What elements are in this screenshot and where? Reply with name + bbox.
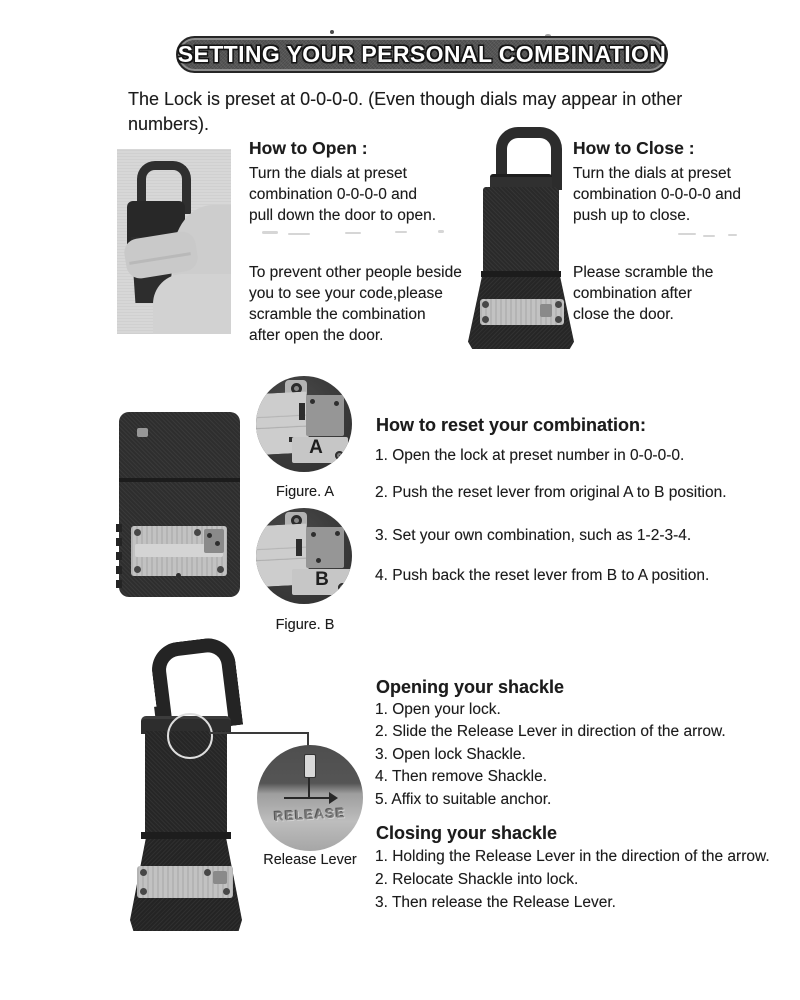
screw [555,316,562,323]
erased-text-artifact [288,233,310,235]
close-note-line-3: close the door. [573,306,674,323]
screw [555,301,562,308]
opening-step-4: 4. Then remove Shackle. [375,768,548,785]
reset-step-1: 1. Open the lock at preset number in 0-0-0-0. [375,447,685,464]
reset-plate [131,526,227,576]
reset-plate [480,299,564,325]
lever-plate [292,569,352,596]
lock-body [483,187,559,273]
reset-mechanism [306,527,344,567]
opening-step-2: 2. Slide the Release Lever in direction of the arrow. [375,723,726,740]
closing-step-1: 1. Holding the Release Lever in the direction of the arrow. [375,848,770,865]
photocopy-speck [330,30,334,34]
reset-plate [137,866,233,898]
opening-shackle-heading: Opening your shackle [376,677,565,697]
callout-line [209,732,309,734]
lockbox-back-open-illustration [119,412,240,597]
erased-text-artifact [703,235,715,237]
screw [140,888,147,895]
figure-a-image [256,376,352,472]
reset-lever-detail [540,304,552,317]
release-embossed-text: RELEASE [273,805,347,824]
reset-step-3: 3. Set your own combination, such as 1-2-3-4. [375,527,692,544]
open-note-line-1: To prevent other people beside [249,264,462,281]
closing-step-3: 3. Then release the Release Lever. [375,894,616,911]
detail-dot [215,541,220,546]
door-seam [119,478,240,482]
screw [338,583,347,592]
erased-text-artifact [728,234,737,236]
reset-mechanism [306,395,344,435]
figure-b-caption: Figure. B [275,617,335,633]
page-title: SETTING YOUR PERSONAL COMBINATION [177,41,667,67]
arrow-stem [308,778,310,798]
screw [223,888,230,895]
position-letter-b: B [315,568,329,590]
screw [482,316,489,323]
screw [134,529,141,536]
detail-dot [316,558,321,563]
detail-dot [311,532,316,537]
screw [482,301,489,308]
lever-plate [292,437,348,464]
hand-holding-lock-photo [117,149,231,334]
how-to-open-line-3: pull down the door to open. [249,207,436,224]
release-lever-highlight-circle [167,713,213,759]
arrow-shaft [284,797,330,799]
detail-dot [207,533,212,538]
intro-line-2: numbers). [128,114,210,134]
side-ridge [116,538,122,546]
figure-a-caption: Figure. A [275,484,335,500]
screw [204,869,211,876]
erased-text-artifact [678,233,696,235]
screw [140,869,147,876]
erased-text-artifact [345,232,361,234]
screw [194,529,201,536]
closing-shackle-heading: Closing your shackle [376,823,558,843]
arrow-head-icon [329,792,338,804]
release-lever-caption: Release Lever [263,852,357,868]
screw [335,451,344,460]
intro-line-1: The Lock is preset at 0-0-0-0. (Even though dials may appear in other [128,89,683,109]
lockbox-open-door-illustration [468,127,578,351]
reset-lever [296,539,302,556]
side-ridge [116,580,122,588]
erased-text-artifact [395,231,407,233]
how-to-close-line-2: combination 0-0-0-0 and [573,186,742,203]
reset-lever [299,403,305,420]
position-letter-a: A [309,436,323,458]
how-to-close-line-1: Turn the dials at preset [573,165,731,182]
opening-step-5: 5. Affix to suitable anchor. [375,791,552,808]
side-ridge [116,524,122,532]
title-banner [176,36,668,73]
erased-text-artifact [262,231,278,234]
how-to-open-line-1: Turn the dials at preset [249,165,407,182]
erased-text-artifact [438,230,444,233]
opening-step-1: 1. Open your lock. [375,701,501,718]
screw [134,566,141,573]
reset-lever-detail [204,529,224,553]
detail-dot [334,401,339,406]
open-note-line-4: after open the door. [249,327,384,344]
mount-hole [137,428,148,437]
reset-heading: How to reset your combination: [376,415,647,435]
how-to-open-heading: How to Open : [249,138,368,158]
close-note-line-1: Please scramble the [573,264,714,281]
door-hinge [141,832,231,839]
screw [217,566,224,573]
detail-dot [176,573,181,578]
close-note-line-2: combination after [573,285,692,302]
release-lever-detail-image [257,745,363,851]
door-hinge [481,271,561,277]
release-lever [304,754,316,778]
reset-step-4: 4. Push back the reset lever from B to A position. [375,567,710,584]
opening-step-3: 3. Open lock Shackle. [375,746,526,763]
open-note-line-2: you to see your code,please [249,285,443,302]
how-to-open-line-2: combination 0-0-0-0 and [249,186,418,203]
side-ridge [116,566,122,574]
open-note-line-3: scramble the combination [249,306,426,323]
reset-step-2: 2. Push the reset lever from original A to B position. [375,484,727,501]
how-to-close-line-3: push up to close. [573,207,691,224]
closing-step-2: 2. Relocate Shackle into lock. [375,871,579,888]
lockbox-open-shackle-illustration [128,638,248,936]
side-ridge [116,552,122,560]
hand-wrist [153,274,231,334]
detail-dot [310,399,315,404]
reset-lever-detail [213,871,227,884]
how-to-close-heading: How to Close : [573,138,695,158]
detail-dot [335,531,340,536]
figure-b-image [256,508,352,604]
